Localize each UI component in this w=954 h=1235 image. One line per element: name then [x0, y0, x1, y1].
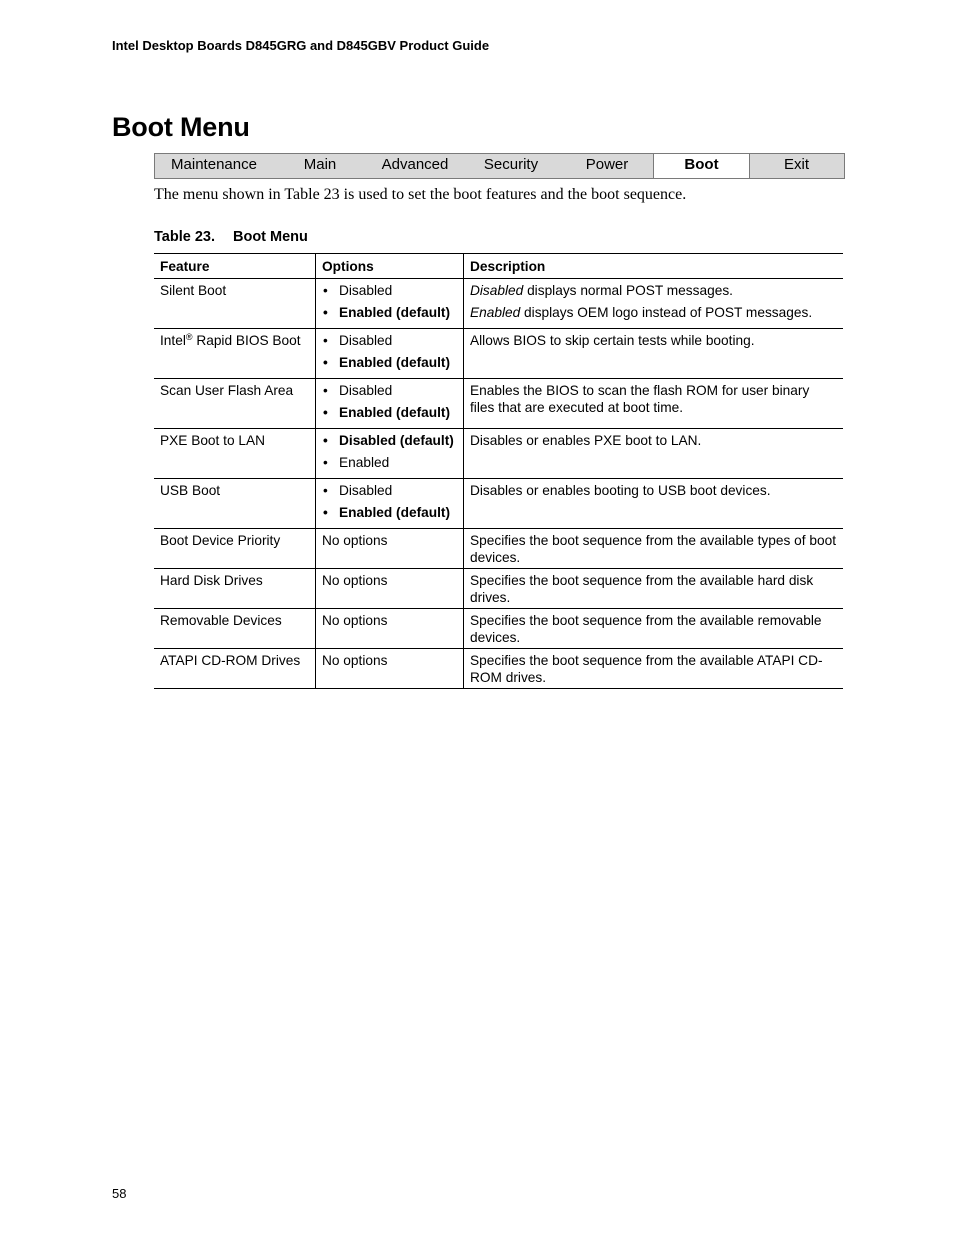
table-row: [154, 279, 843, 329]
table-caption-number: Table 23.: [154, 229, 215, 245]
feature-name: Rapid BIOS Boot: [192, 333, 301, 348]
description-emphasis: Enabled: [470, 305, 521, 320]
menu-tab-advanced[interactable]: Advanced: [381, 156, 449, 173]
description-cell: Specifies the boot sequence from the available ATAPI CD-ROM drives.: [464, 649, 844, 689]
table-caption-title: Boot Menu: [232, 229, 308, 245]
menu-tab-security[interactable]: Security: [483, 156, 539, 173]
options-cell: [316, 479, 464, 529]
page-number: 58: [112, 1186, 127, 1201]
feature-brand: Intel: [160, 333, 186, 348]
description-cell: Disables or enables booting to USB boot devices.: [464, 479, 844, 529]
description-cell: Allows BIOS to skip certain tests while booting.: [464, 329, 844, 379]
header-options: Options: [316, 254, 464, 279]
feature-cell: PXE Boot to LAN: [154, 429, 316, 479]
menu-tab-exit[interactable]: Exit: [783, 156, 809, 173]
menu-tab-power[interactable]: Power: [585, 156, 629, 173]
header-feature: Feature: [154, 254, 316, 279]
table-caption: [154, 229, 308, 245]
description-cell: Specifies the boot sequence from the available hard disk drives.: [464, 569, 844, 609]
page-title: Boot Menu: [112, 112, 250, 142]
options-cell: No options: [316, 569, 464, 609]
table-row: [154, 609, 843, 649]
feature-cell: Removable Devices: [154, 609, 316, 649]
option-item: • Disabled (default): [322, 432, 457, 454]
option-item: • Enabled (default): [322, 354, 457, 376]
table-row: [154, 329, 843, 379]
table-row: [154, 479, 843, 529]
intro-paragraph: The menu shown in Table 23 is used to set the boot features and the boot sequence.: [154, 186, 687, 203]
description-emphasis: Disabled: [470, 283, 524, 298]
options-cell: No options: [316, 649, 464, 689]
table-header-row: [154, 254, 843, 279]
options-cell: [316, 429, 464, 479]
description-line: [470, 304, 837, 326]
feature-cell: [154, 329, 316, 379]
options-cell: No options: [316, 529, 464, 569]
feature-cell: ATAPI CD-ROM Drives: [154, 649, 316, 689]
feature-cell: Boot Device Priority: [154, 529, 316, 569]
boot-menu-table: [154, 253, 843, 689]
description-cell: Disables or enables PXE boot to LAN.: [464, 429, 844, 479]
option-item: • Enabled (default): [322, 404, 457, 426]
description-text: displays OEM logo instead of POST messages.: [520, 305, 813, 320]
option-item: • Disabled: [322, 382, 457, 404]
running-header: Intel Desktop Boards D845GRG and D845GBV Product Guide: [112, 38, 490, 53]
menu-tab-maintenance[interactable]: Maintenance: [171, 156, 257, 173]
bios-menu-bar: [154, 153, 845, 179]
description-cell: Specifies the boot sequence from the available removable devices.: [464, 609, 844, 649]
registered-mark: ®: [185, 332, 193, 342]
options-cell: [316, 279, 464, 329]
table-row: [154, 649, 843, 689]
description-cell: Enables the BIOS to scan the flash ROM for user binary files that are executed at boot time.: [464, 379, 844, 429]
feature-cell: Scan User Flash Area: [154, 379, 316, 429]
options-cell: [316, 329, 464, 379]
option-item: • Enabled (default): [322, 304, 457, 326]
option-item: • Disabled: [322, 332, 457, 354]
option-item: • Enabled (default): [322, 504, 457, 526]
option-item: • Disabled: [322, 282, 457, 304]
option-item: • Enabled: [322, 454, 457, 476]
menu-tab-boot[interactable]: Boot: [653, 154, 750, 178]
feature-cell: Silent Boot: [154, 279, 316, 329]
option-item: • Disabled: [322, 482, 457, 504]
table-row: [154, 429, 843, 479]
feature-cell: USB Boot: [154, 479, 316, 529]
description-text: displays normal POST messages.: [523, 283, 733, 298]
description-cell: [464, 279, 844, 329]
description-line: [470, 282, 837, 304]
options-cell: No options: [316, 609, 464, 649]
table-row: [154, 569, 843, 609]
menu-tab-main[interactable]: Main: [303, 156, 337, 173]
description-cell: Specifies the boot sequence from the available types of boot devices.: [464, 529, 844, 569]
header-description: Description: [464, 254, 844, 279]
options-cell: [316, 379, 464, 429]
feature-cell: Hard Disk Drives: [154, 569, 316, 609]
table-row: [154, 529, 843, 569]
table-row: [154, 379, 843, 429]
